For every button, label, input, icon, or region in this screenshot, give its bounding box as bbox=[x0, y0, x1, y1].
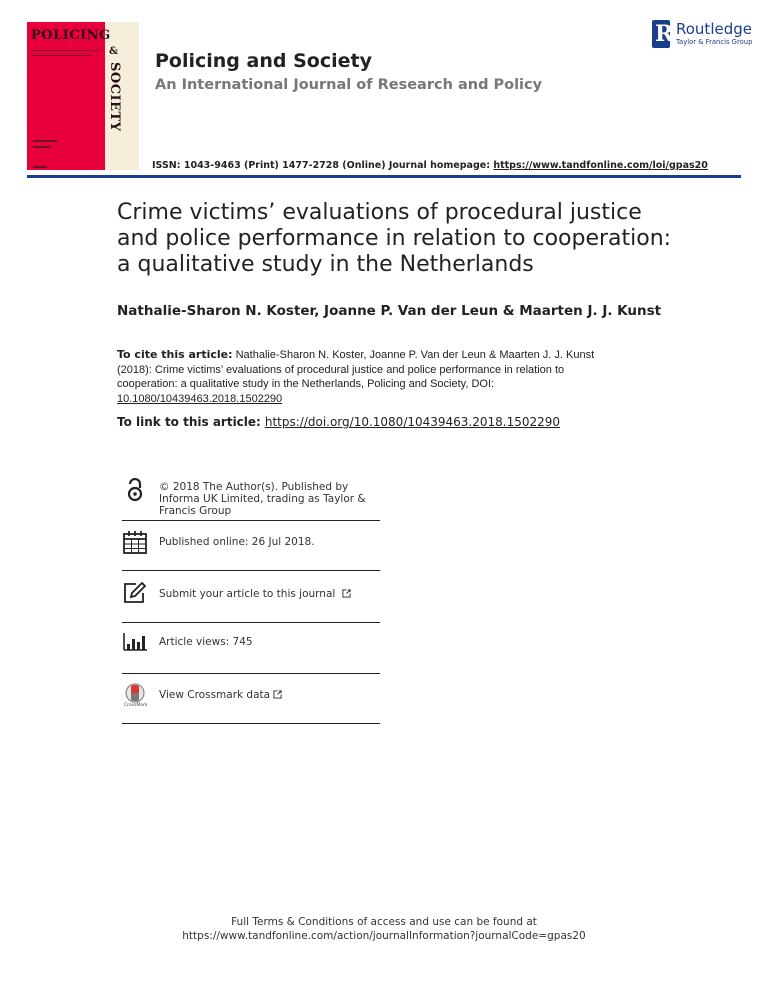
external-link-icon bbox=[273, 690, 282, 699]
routledge-logo[interactable] bbox=[652, 20, 752, 50]
issn-line bbox=[152, 160, 708, 171]
info-divider bbox=[122, 622, 380, 623]
submit-text: Submit your article to this journal bbox=[159, 588, 336, 600]
routledge-mark-icon: R bbox=[652, 20, 670, 48]
cover-ampersand: & bbox=[109, 46, 119, 57]
cover-mark bbox=[33, 140, 57, 142]
crossmark-text: View Crossmark data bbox=[159, 689, 271, 701]
article-link-line bbox=[117, 415, 560, 429]
header-divider bbox=[27, 175, 741, 178]
publisher-group: Taylor & Francis Group bbox=[676, 38, 753, 46]
journal-title: Policing and Society bbox=[155, 50, 372, 72]
cite-text: Nathalie-Sharon N. Koster, Joanne P. Van der Leun & Maarten J. J. Kunst (2018): Crime victims’ evaluations of procedural justice and police performance in relation to cooperation: a qualitative study in the Netherlands, Policing and Society, DOI: bbox=[117, 349, 595, 390]
article-doi-link[interactable]: https://doi.org/10.1080/10439463.2018.1502290 bbox=[264, 415, 561, 429]
crossmark-link[interactable] bbox=[159, 689, 384, 701]
cite-label: To cite this article: bbox=[117, 348, 233, 361]
cover-title: POLICING bbox=[31, 28, 111, 43]
article-title: Crime victims’ evaluations of procedural justice and police performance in relation to cooperation: a qualitative study in the Netherlands bbox=[117, 200, 672, 277]
article-authors: Nathalie-Sharon N. Koster, Joanne P. Van der Leun & Maarten J. J. Kunst bbox=[117, 303, 662, 319]
open-access-icon bbox=[122, 478, 148, 504]
link-label: To link to this article: bbox=[117, 415, 261, 429]
footer bbox=[0, 915, 768, 943]
citation-block bbox=[117, 348, 597, 406]
open-access-text: © 2018 The Author(s). Published by Informa UK Limited, trading as Taylor & Francis Group bbox=[159, 481, 366, 517]
journal-homepage-link[interactable]: https://www.tandfonline.com/loi/gpas20 bbox=[493, 160, 708, 171]
publisher-name: Routledge bbox=[676, 20, 752, 38]
submit-article-link[interactable] bbox=[159, 588, 384, 600]
cover-mark bbox=[33, 166, 47, 168]
crossmark-caption: CrossMark bbox=[124, 703, 148, 708]
calendar-icon bbox=[122, 530, 148, 556]
issn-text: ISSN: 1043-9463 (Print) 1477-2728 (Online) Journal homepage: bbox=[152, 160, 494, 171]
cover-line bbox=[31, 50, 101, 51]
journal-cover-image bbox=[27, 22, 139, 170]
article-views: Article views: 745 bbox=[159, 636, 253, 648]
footer-terms: Full Terms & Conditions of access and use can be found at bbox=[231, 916, 537, 928]
info-divider bbox=[122, 520, 380, 521]
footer-url-link[interactable]: https://www.tandfonline.com/action/journalInformation?journalCode=gpas20 bbox=[182, 930, 586, 942]
cover-mark bbox=[33, 146, 51, 148]
cover-line bbox=[31, 55, 91, 56]
info-divider bbox=[122, 570, 380, 571]
cite-doi-link[interactable]: 10.1080/10439463.2018.1502290 bbox=[117, 392, 283, 405]
journal-subtitle: An International Journal of Research and Policy bbox=[155, 77, 543, 93]
edit-icon bbox=[122, 580, 148, 606]
external-link-icon bbox=[342, 589, 351, 598]
bar-chart-icon bbox=[122, 630, 148, 656]
info-divider bbox=[122, 673, 380, 674]
cover-side-title: SOCIETY bbox=[107, 62, 122, 132]
published-date: Published online: 26 Jul 2018. bbox=[159, 536, 315, 548]
info-divider bbox=[122, 723, 380, 724]
